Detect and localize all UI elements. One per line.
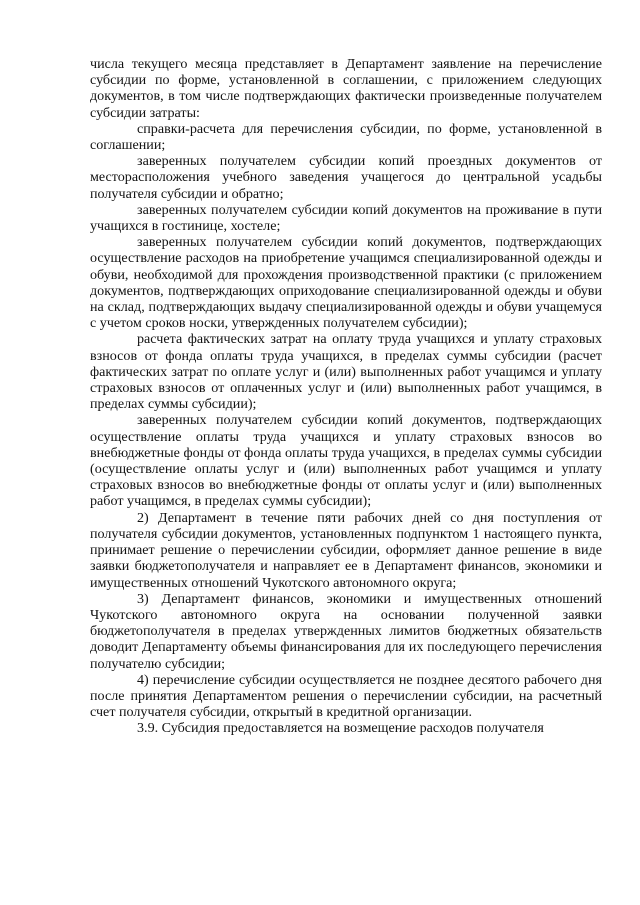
paragraph-accommodation-documents: заверенных получателем субсидии копий документов на проживание в пути учащихся в гостинице, хостеле; bbox=[90, 201, 602, 235]
paragraph-special-clothing: заверенных получателем субсидии копий документов, подтверждающих осуществление расходов на приобретение учащимся специализированной одежды и обуви, необходимой для прохождения производственной практики (с приложением документов, подтверждающих оприходование специализированной одежды и обуви на склад, подтверждающих выдачу специализированной одежды и обуви учащемуся с учетом сроков носки, утвержденных получателем субсидии); bbox=[90, 234, 602, 332]
paragraph-item-3: 3) Департамент финансов, экономики и имущественных отношений Чукотского автономного округа на основании полученной заявки бюджетополучателя в пределах утвержденных лимитов бюджетных обязательств доводит Департаменту объемы финансирования для их последующего перечисления получателю субсидии; bbox=[90, 590, 602, 672]
paragraph-section-3-9: 3.9. Субсидия предоставляется на возмещение расходов получателя bbox=[137, 720, 544, 737]
paragraph-item-2: 2) Департамент в течение пяти рабочих дней со дня поступления от получателя субсидии документов, установленных подпунктом 1 настоящего пункта, принимает решение о перечислении субсидии, оформляет данное решение в виде заявки бюджетополучателя и направляет ее в Департамент финансов, экономики и имущественных отношений Чукотского автономного округа; bbox=[90, 509, 602, 591]
paragraph-labor-costs-calculation: расчета фактических затрат на оплату труда учащихся и уплату страховых взносов от фонда оплаты труда учащихся, в пределах суммы субсидии (расчет фактических затрат по оплате услуг и (или) выполненных работ учащимся и уплату страховых взносов от оплаченных услуг и (или) выполненных работ учащимся, в пределах суммы субсидии); bbox=[90, 331, 602, 413]
document-page bbox=[90, 56, 602, 737]
paragraph-labor-payment-documents: заверенных получателем субсидии копий документов, подтверждающих осуществление оплаты труда учащихся и уплату страховых взносов во внебюджетные фонды от фонда оплаты труда учащихся, в пределах суммы субсидии (осуществление оплаты услуг и (или) выполненных работ учащимся и уплату страховых взносов во внебюджетные фонды от оплаты услуг и (или) выполненных работ учащимся, в пределах суммы субсидии); bbox=[90, 412, 602, 510]
paragraph-item-4: 4) перечисление субсидии осуществляется не позднее десятого рабочего дня после принятия Департаментом решения о перечислении субсидии, на расчетный счет получателя субсидии, открытый в кредитной организации. bbox=[90, 671, 602, 721]
paragraph-calculation-certificate: справки-расчета для перечисления субсидии, по форме, установленной в соглашении; bbox=[90, 120, 602, 154]
paragraph-travel-documents: заверенных получателем субсидии копий проездных документов от месторасположения учебного заведения учащегося до центральной усадьбы получателя субсидии и обратно; bbox=[90, 153, 602, 202]
paragraph-continuation: числа текущего месяца представляет в Департамент заявление на перечисление субсидии по форме, установленной в соглашении, с приложением следующих документов, в том числе подтверждающих фактически произведенные получателем субсидии затраты: bbox=[90, 56, 602, 121]
